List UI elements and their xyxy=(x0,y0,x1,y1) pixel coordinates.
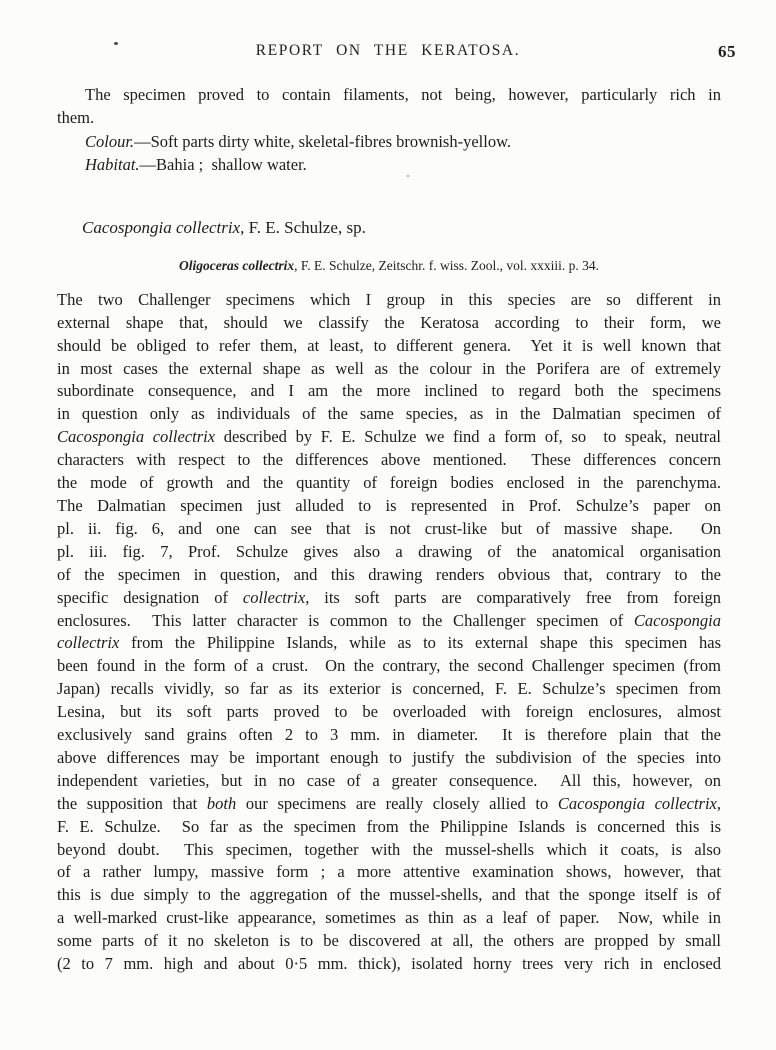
text-line: above differences may be important enough to justify the subdivision of the species into xyxy=(57,747,721,767)
text-line: them. xyxy=(57,107,95,127)
text-line: The Dalmatian specimen just alluded to is represented in Prof. Schulze’s paper on xyxy=(57,495,721,515)
text-line: characters with respect to the differences above mentioned. These differences concern xyxy=(57,450,721,470)
text-line: enclosures. This latter character is common to the Challenger specimen of Cacospongia xyxy=(57,610,721,630)
page-number: 65 xyxy=(718,42,736,61)
text-line: Cacospongia collectrix described by F. E. Schulze we find a form of, so to speak, neutral xyxy=(57,427,722,447)
text-line: collectrix from the Philippine Islands, while as to its external shape this specimen has xyxy=(57,633,721,653)
text-line: external shape that, should we classify the Keratosa according to their form, we xyxy=(57,312,721,332)
text-line: in question only as individuals of the same species, as in the Dalmatian specimen of xyxy=(57,404,721,424)
colour-line: Colour.—Soft parts dirty white, skeletal-fibres brownish-yellow. xyxy=(85,131,512,151)
text-line: pl. ii. fig. 6, and one can see that is not crust-like but of massive shape. On xyxy=(57,518,721,538)
text-line: the mode of growth and the quantity of foreign bodies enclosed in the parenchyma. xyxy=(57,473,721,493)
main-paragraph xyxy=(57,289,721,976)
text-line: of a rather lumpy, massive form ; a more attentive examination shows, however, that xyxy=(57,862,721,882)
page-header xyxy=(0,42,776,62)
text-line: some parts of it no skeleton is to be discovered at all, the others are propped by small xyxy=(57,931,721,951)
text-line: The two Challenger specimens which I group in this species are so different in xyxy=(57,289,721,309)
text-line: the supposition that both our specimens are really closely allied to Cacospongia collectrix, xyxy=(57,793,721,813)
text-line: a well-marked crust-like appearance, sometimes as thin as a leaf of paper. Now, while in xyxy=(57,908,721,928)
opening-paragraph xyxy=(57,84,721,130)
text-line: exclusively sand grains often 2 to 3 mm. in diameter. It is therefore plain that the xyxy=(57,725,721,745)
text-line: independent varieties, but in no case of a greater consequence. All this, however, on xyxy=(57,770,721,790)
text-line: (2 to 7 mm. high and about 0·5 mm. thick), isolated horny trees very rich in enclosed xyxy=(57,954,721,974)
text-line: in most cases the external shape as well as the colour in the Porifera are of extremely xyxy=(57,358,721,378)
text-line: should be obliged to refer them, at least, to different genera. Yet it is well known that xyxy=(57,335,721,355)
text-line: of the specimen in question, and this drawing renders obvious that, contrary to the xyxy=(57,564,721,584)
text-line: F. E. Schulze. So far as the specimen from the Philippine Islands is concerned this is xyxy=(57,816,721,836)
synonymy-citation: Oligoceras collectrix, F. E. Schulze, Zeitschr. f. wiss. Zool., vol. xxxiii. p. 34. xyxy=(178,257,599,273)
habitat-line: Habitat.—Bahia ; shallow water. xyxy=(85,154,307,174)
text-line: pl. iii. fig. 7, Prof. Schulze gives also a drawing of the anatomical organisation xyxy=(57,541,721,561)
running-title: REPORT ON THE KERATOSA. xyxy=(255,42,521,59)
text-line: The specimen proved to contain filaments, not being, however, particularly rich in xyxy=(85,85,721,104)
text-line: Japan) recalls vividly, so far as its exterior is concerned, F. E. Schulze’s specimen from xyxy=(57,679,721,699)
text-line: subordinate consequence, and I am the more inclined to regard both the specimens xyxy=(57,381,721,401)
text-line: specific designation of collectrix, its soft parts are comparatively free from foreign xyxy=(57,587,721,607)
text-column xyxy=(57,84,721,976)
text-line: beyond doubt. This specimen, together with the mussel-shells which it coats, is also xyxy=(57,839,721,859)
text-line: this is due simply to the aggregation of the mussel-shells, and that the sponge itself is of xyxy=(57,885,721,905)
text-line: Lesina, but its soft parts proved to be overloaded with foreign enclosures, almost xyxy=(57,702,721,722)
scan-artifact-dot xyxy=(114,42,118,45)
species-heading: Cacospongia collectrix, F. E. Schulze, sp. xyxy=(82,217,366,237)
text-line: been found in the form of a crust. On the contrary, the second Challenger specimen (from xyxy=(57,656,721,676)
